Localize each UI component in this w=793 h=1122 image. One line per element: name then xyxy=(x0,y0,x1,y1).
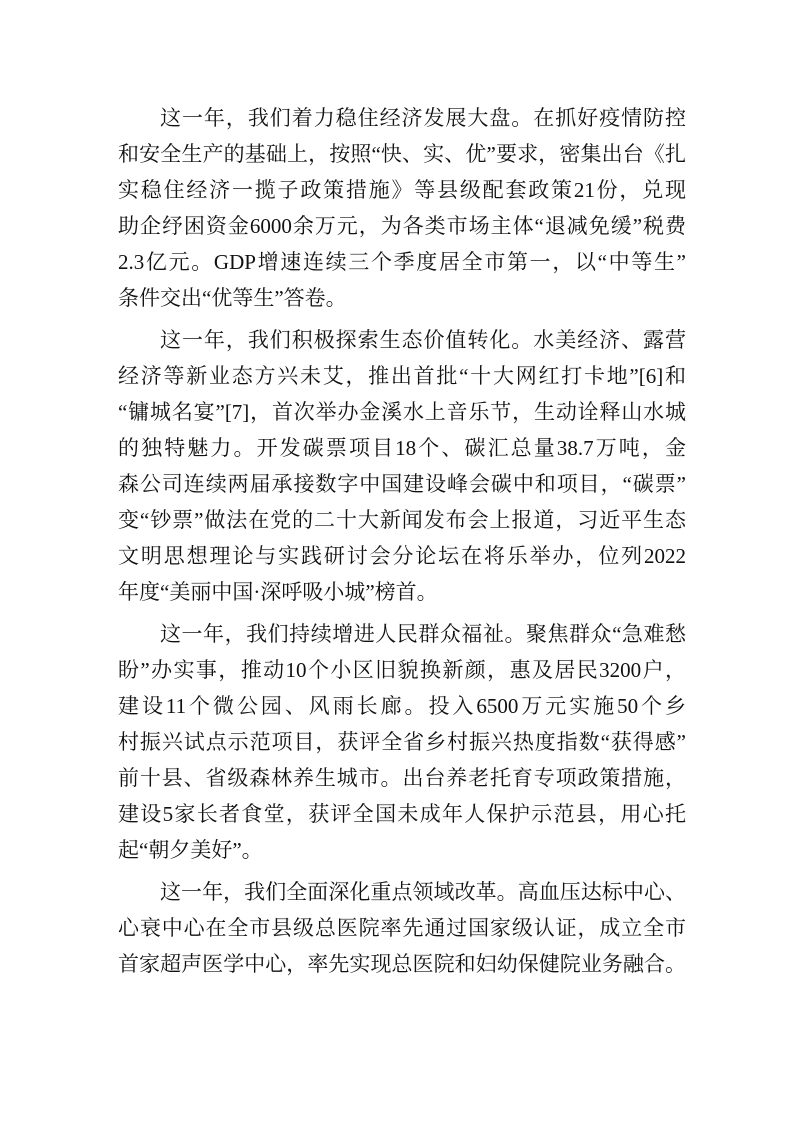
text-line: 首家超声医学中心，率先实现总医院和妇幼保健院业务融合。 xyxy=(118,952,686,976)
text-line: “镛城名宴”[7]，首次举办金溪水上音乐节，生动诠释山水城 xyxy=(118,400,686,424)
text-line: 起“朝夕美好”。 xyxy=(118,838,263,862)
paragraph xyxy=(118,100,686,316)
paragraph xyxy=(118,874,686,982)
text-line: 心衰中心在全市县级总医院率先通过国家级认证，成立全市 xyxy=(118,916,686,940)
text-line: 实稳住经济一揽子政策措施》等县级配套政策21份，兑现 xyxy=(118,178,686,202)
text-line: 的独特魅力。开发碳票项目18个、碳汇总量38.7万吨，金 xyxy=(118,436,686,460)
text-line: 这一年，我们全面深化重点领域改革。高血压达标中心、 xyxy=(160,880,686,904)
text-line: 助企纾困资金6000余万元，为各类市场主体“退减免缓”税费 xyxy=(118,214,686,238)
text-line: 盼”办实事，推动10个小区旧貌换新颜，惠及居民3200户， xyxy=(118,658,686,682)
text-line: 建设11个微公园、风雨长廊。投入6500万元实施50个乡 xyxy=(118,694,686,718)
text-line: 这一年，我们着力稳住经济发展大盘。在抓好疫情防控 xyxy=(160,106,686,130)
text-line: 前十县、省级森林养生城市。出台养老托育专项政策措施， xyxy=(118,766,686,790)
text-line: 变“钞票”做法在党的二十大新闻发布会上报道，习近平生态 xyxy=(118,508,686,532)
text-line: 森公司连续两届承接数字中国建设峰会碳中和项目，“碳票” xyxy=(118,472,686,496)
text-line: 2.3亿元。GDP增速连续三个季度居全市第一，以“中等生” xyxy=(118,250,686,274)
paragraph xyxy=(118,322,686,610)
text-line: 条件交出“优等生”答卷。 xyxy=(118,286,347,310)
text-line: 经济等新业态方兴未艾，推出首批“十大网红打卡地”[6]和 xyxy=(118,364,686,388)
text-line: 这一年，我们持续增进人民群众福祉。聚焦群众“急难愁 xyxy=(160,622,686,646)
text-line: 文明思想理论与实践研讨会分论坛在将乐举办，位列2022 xyxy=(118,544,686,568)
text-line: 这一年，我们积极探索生态价值转化。水美经济、露营 xyxy=(160,328,686,352)
text-line: 年度“美丽中国·深呼吸小城”榜首。 xyxy=(118,580,438,604)
text-line: 建设5家长者食堂，获评全国未成年人保护示范县，用心托 xyxy=(118,802,686,826)
document-page xyxy=(118,100,686,988)
text-line: 和安全生产的基础上，按照“快、实、优”要求，密集出台《扎 xyxy=(118,142,686,166)
text-line: 村振兴试点示范项目，获评全省乡村振兴热度指数“获得感” xyxy=(118,730,686,754)
paragraph xyxy=(118,616,686,868)
